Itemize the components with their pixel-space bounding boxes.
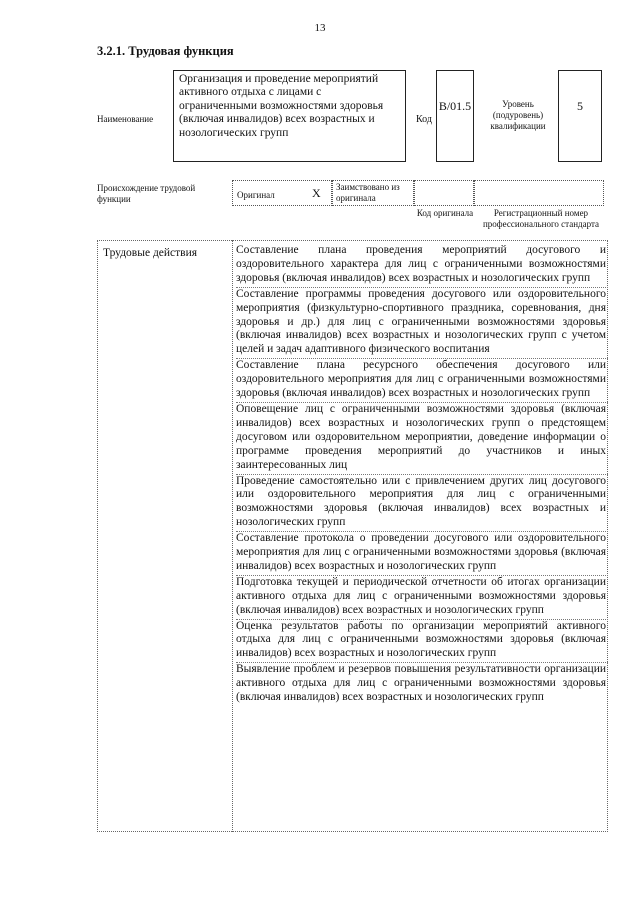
labor-action-item: Составление программы проведения досугового или оздоровительного мероприятия (физкультурно-спортивного праздника, соревнования, дня здоровья и др.) для лиц с ограниченными возможностями здоровья (включая инвалидов) всех возрастных и нозологических групп с учетом целей и задач адаптивного физического воспитания <box>236 287 608 359</box>
borrowed-label: Заимствовано из оригинала <box>336 182 400 203</box>
labor-action-item: Подготовка текущей и периодической отчетности об итогах организации активного отдыха для лиц с ограниченными возможностями здоровья (включая инвалидов) всех возрастных и нозологических групп <box>236 575 608 619</box>
function-name: Организация и проведение мероприятий активного отдыха с лицами с ограниченными возможностями здоровья (включая инвалидов) всех возрастных и нозологических групп <box>173 70 406 162</box>
function-code: B/01.5 <box>436 70 474 162</box>
labor-action-item: Составление плана ресурсного обеспечения досугового или оздоровительного мероприятия для лиц с ограниченными возможностями здоровья (включая инвалидов) всех возрастных и нозологических групп <box>236 358 608 402</box>
labor-action-item: Составление плана проведения мероприятий досугового и оздоровительного характера для лиц с ограниченными возможностями здоровья (включая инвалидов) всех возрастных и нозологических групп <box>236 244 606 284</box>
code-label: Код <box>416 114 432 125</box>
section-title: 3.2.1. Трудовая функция <box>97 44 234 58</box>
origin-label: Происхождение трудовой функции <box>97 183 196 204</box>
level-label: Уровень (подуровень) квалификации <box>490 99 546 131</box>
page-number: 13 <box>314 22 326 34</box>
original-mark: X <box>312 186 321 200</box>
original-label: Оригинал <box>237 190 275 200</box>
qualification-level: 5 <box>558 70 602 162</box>
labor-action-item: Оценка результатов работы по организации мероприятий активного отдыха для лиц с ограниченными возможностями здоровья (включая инвалидов) всех возрастных и нозологических групп <box>236 619 608 663</box>
origin-cell-code <box>414 180 474 206</box>
labor-action-item: Выявление проблем и резервов повышения результативности организации активного отдыха для лиц с ограниченными возможностями здоровья (включая инвалидов) всех возрастных и нозологических групп <box>236 662 608 706</box>
labor-action-item: Оповещение лиц с ограниченными возможностями здоровья (включая инвалидов) всех возрастных и нозологических групп о предстоящем досуговом или оздоровительном мероприятии, доведение информации о программе проведения мероприятий до участников и иных заинтересованных лиц <box>236 402 608 474</box>
code-original-label: Код оригинала <box>416 208 474 218</box>
origin-cell-reg-number <box>474 180 604 206</box>
labor-action-item: Проведение самостоятельно или с привлечением других лиц досугового или оздоровительного мероприятия для лиц с ограниченными возможностями здоровья (включая инвалидов) всех возрастных и нозологических групп <box>236 474 608 532</box>
labor-actions-list <box>236 244 608 706</box>
labor-action-item: Составление протокола о проведении досугового или оздоровительного мероприятия для лиц с ограниченными возможностями здоровья (включая инвалидов) всех возрастных и нозологических групп <box>236 531 608 575</box>
name-label: Наименование <box>97 114 154 124</box>
table-column-divider <box>232 240 233 832</box>
reg-number-label: Регистрационный номер профессионального стандарта <box>482 208 600 229</box>
labor-actions-label: Трудовые действия <box>103 247 198 259</box>
